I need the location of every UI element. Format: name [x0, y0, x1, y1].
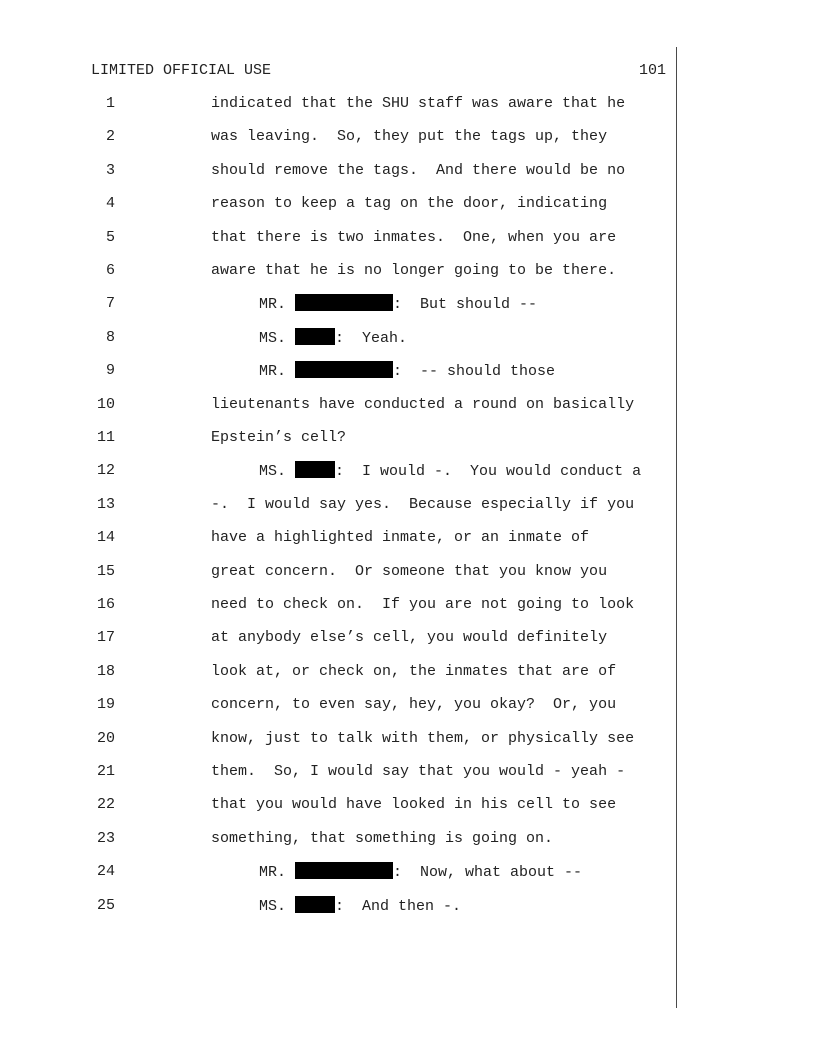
line-text: that there is two inmates. One, when you are: [211, 228, 617, 246]
line-number: 4: [105, 195, 115, 213]
speaker-title: MR.: [259, 864, 287, 882]
line-text: -. I would say yes. Because especially if you: [211, 495, 635, 513]
speaker-text: : But should --: [393, 296, 538, 314]
line-number: 12: [96, 462, 115, 480]
transcript-line: [0, 261, 676, 281]
speaker-line: [259, 294, 537, 315]
redaction-box: [295, 294, 393, 311]
transcript-line: [0, 127, 676, 147]
transcript-line: [0, 829, 676, 849]
redaction-box: [295, 896, 335, 913]
transcript-line: [0, 194, 676, 214]
redaction-box: [295, 361, 393, 378]
transcript-line: [0, 495, 676, 515]
speaker-line: [259, 862, 582, 883]
transcript-line: [0, 762, 676, 782]
line-number: 14: [96, 529, 115, 547]
line-number: 24: [96, 863, 115, 881]
line-number: 21: [96, 763, 115, 780]
line-number: 20: [96, 729, 115, 747]
transcript-line: [0, 562, 676, 582]
line-number: 22: [96, 796, 115, 814]
transcript-line: [0, 628, 676, 648]
speaker-line: [259, 461, 641, 482]
transcript-line: [0, 94, 676, 114]
speaker-title: MS.: [259, 897, 287, 915]
transcript-line: [0, 294, 676, 314]
speaker-title: MR.: [259, 363, 287, 381]
line-number: 25: [96, 896, 115, 914]
line-number: 6: [105, 262, 115, 279]
speaker-title: MR.: [259, 296, 287, 314]
page-number: 101: [638, 62, 666, 79]
line-number: 13: [96, 495, 115, 513]
speaker-line: [259, 896, 461, 917]
line-number: 18: [96, 662, 115, 680]
redaction-box: [295, 461, 335, 478]
line-number: 1: [105, 95, 115, 112]
speaker-text: : And then -.: [335, 897, 462, 915]
line-number: 5: [105, 228, 115, 246]
line-number: 9: [105, 362, 115, 380]
line-number: 16: [96, 596, 115, 613]
line-number: 15: [96, 562, 115, 580]
line-text: have a highlighted inmate, or an inmate of: [211, 529, 590, 547]
transcript-line: [0, 595, 676, 615]
speaker-line: [259, 328, 407, 349]
line-number: 7: [105, 295, 115, 313]
line-number: 3: [105, 161, 115, 179]
transcript-line: [0, 729, 676, 749]
speaker-text: : I would -. You would conduct a: [335, 463, 642, 481]
line-text: need to check on. If you are not going to look: [211, 596, 635, 613]
line-number: 8: [105, 328, 115, 346]
line-text: something, that something is going on.: [211, 829, 554, 847]
speaker-line: [259, 361, 555, 382]
line-number: 19: [96, 696, 115, 714]
line-text: aware that he is no longer going to be there.: [211, 262, 617, 279]
line-text: lieutenants have conducted a round on basically: [211, 395, 635, 413]
transcript-line: [0, 361, 676, 381]
line-text: should remove the tags. And there would be no: [211, 161, 626, 179]
transcript-line: [0, 228, 676, 248]
line-text: reason to keep a tag on the door, indicating: [211, 195, 608, 213]
line-text: look at, or check on, the inmates that are of: [211, 662, 617, 680]
classification-header: LIMITED OFFICIAL USE: [91, 62, 272, 79]
speaker-text: : Now, what about --: [393, 864, 583, 882]
redaction-box: [295, 328, 335, 345]
line-text: know, just to talk with them, or physically see: [211, 729, 635, 747]
transcript-line: [0, 328, 676, 348]
transcript-line: [0, 896, 676, 916]
transcript-line: [0, 662, 676, 682]
transcript-line: [0, 161, 676, 181]
speaker-text: : -- should those: [393, 363, 556, 381]
transcript-line: [0, 862, 676, 882]
line-text: that you would have looked in his cell to see: [211, 796, 617, 814]
speaker-title: MS.: [259, 329, 287, 347]
transcript-line: [0, 461, 676, 481]
line-text: Epstein’s cell?: [211, 429, 347, 446]
transcript-line: [0, 395, 676, 415]
speaker-text: : Yeah.: [335, 329, 408, 347]
right-margin-rule: [676, 47, 677, 1008]
line-number: 10: [96, 395, 115, 413]
transcript-line: [0, 795, 676, 815]
line-text: at anybody else’s cell, you would definitely: [211, 629, 608, 647]
line-number: 17: [96, 629, 115, 647]
line-number: 2: [105, 128, 115, 146]
transcript-line: [0, 428, 676, 448]
redaction-box: [295, 862, 393, 879]
line-number: 11: [96, 429, 115, 446]
line-text: was leaving. So, they put the tags up, they: [211, 128, 608, 146]
transcript-line: [0, 528, 676, 548]
transcript-line: [0, 695, 676, 715]
speaker-title: MS.: [259, 463, 287, 481]
line-number: 23: [96, 829, 115, 847]
line-text: them. So, I would say that you would - yeah -: [211, 763, 626, 780]
line-text: indicated that the SHU staff was aware that he: [211, 95, 626, 112]
line-text: great concern. Or someone that you know you: [211, 562, 608, 580]
line-text: concern, to even say, hey, you okay? Or, you: [211, 696, 617, 714]
